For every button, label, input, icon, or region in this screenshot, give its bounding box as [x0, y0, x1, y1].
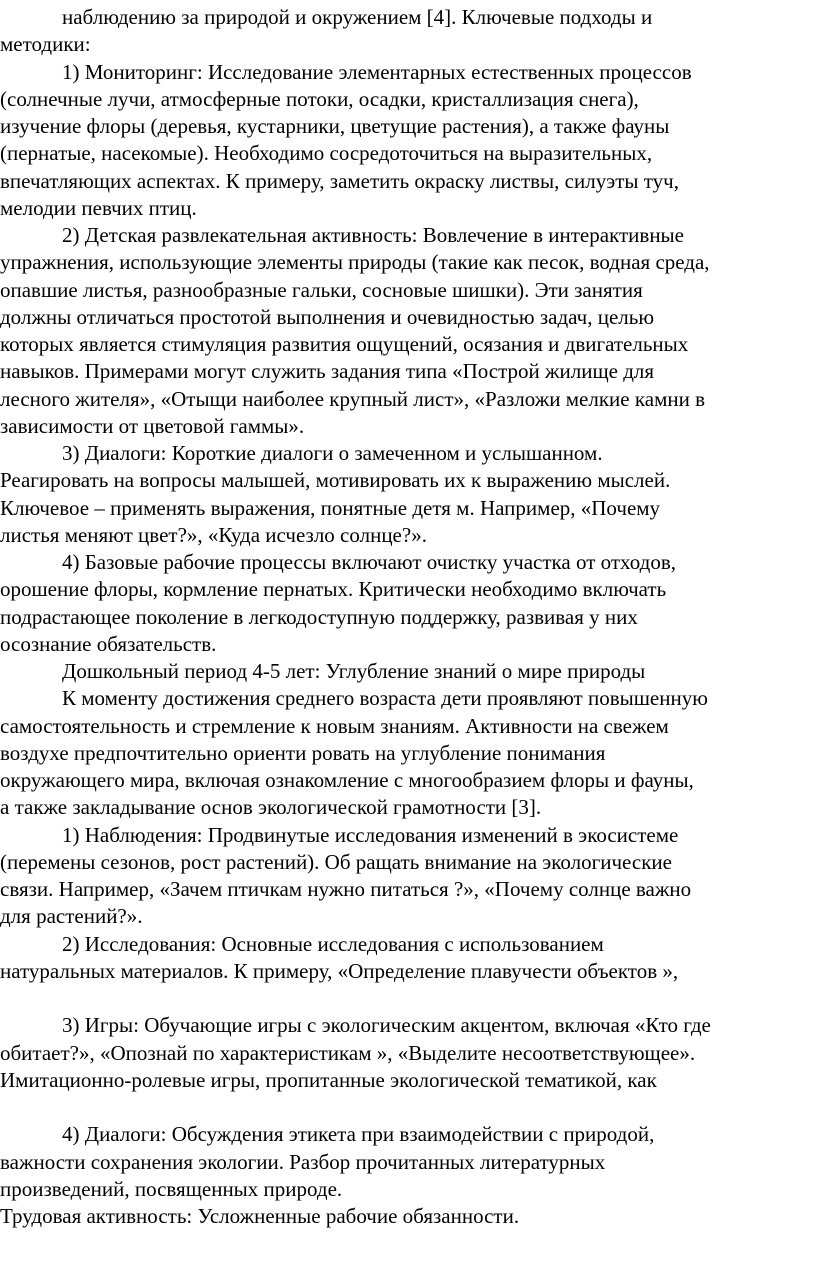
- text-line: [0, 59, 816, 86]
- indented-line-text: К моменту достижения среднего возраста дети проявляют повышенную: [62, 686, 708, 711]
- indented-line-text: 4) Диалоги: Обсуждения этикета при взаимодействии с природой,: [62, 1122, 655, 1147]
- indented-line-text: 3) Игры: Обучающие игры с экологическим акцентом, включая «Кто где: [62, 1013, 711, 1038]
- text-line: [0, 604, 816, 631]
- text-line: [0, 549, 816, 576]
- text-line: [0, 958, 816, 985]
- line-text: произведений, посвященных природе.: [0, 1176, 343, 1201]
- line-text: Реагировать на вопросы малышей, мотивировать их к выражению мыслей.: [0, 468, 671, 493]
- text-line: [0, 304, 816, 331]
- text-line: [0, 1149, 816, 1176]
- line-text: Трудовая активность: Усложненные рабочие обязанности.: [0, 1204, 520, 1228]
- indented-line-text: наблюдению за природой и окружением [4]. Ключевые подходы и: [62, 5, 653, 29]
- line-text: листья меняют цвет?», «Куда исчезло солнце?».: [0, 522, 427, 547]
- line-text: воздухе предпочтительно ориенти ровать на углубление понимания: [0, 740, 606, 765]
- text-line: [0, 794, 816, 821]
- line-text: впечатляющих аспектах. К примеру, заметить окраску листвы, силуэты туч,: [0, 168, 679, 193]
- text-line: [0, 331, 816, 358]
- text-line: [0, 277, 816, 304]
- indented-line-text: 1) Наблюдения: Продвинутые исследования изменений в экосистеме: [62, 822, 679, 847]
- text-line: [0, 1067, 816, 1094]
- line-text: (пернатые, насекомые). Необходимо сосредоточиться на выразительных,: [0, 141, 653, 166]
- line-text: Имитационно-ролевые игры, пропитанные экологической тематикой, как: [0, 1067, 657, 1092]
- indented-line-text: 2) Детская развлекательная активность: Вовлечение в интерактивные: [62, 223, 684, 247]
- text-line: [0, 876, 816, 903]
- text-line: [0, 440, 816, 467]
- line-text: окружающего мира, включая ознакомление с многообразием флоры и фауны,: [0, 768, 694, 792]
- line-text: (солнечные лучи, атмосферные потоки, осадки, кристаллизация снега),: [0, 86, 639, 111]
- text-line: [0, 31, 816, 58]
- indented-line-text: 4) Базовые рабочие процессы включают очистку участка от отходов,: [62, 550, 676, 574]
- line-text: мелодии певчих птиц.: [0, 195, 197, 220]
- line-text: связи. Например, «Зачем птичкам нужно питаться ?», «Почему солнце важно: [0, 877, 692, 901]
- text-line: [0, 1094, 816, 1121]
- line-text: натуральных материалов. К примеру, «Определение плавучести объектов »,: [0, 958, 679, 983]
- line-text: осознание обязательств.: [0, 631, 217, 656]
- line-text: для растений?».: [0, 904, 143, 929]
- text-line: [0, 740, 816, 767]
- text-line: [0, 413, 816, 440]
- line-text: самостоятельность и стремление к новым знаниям. Активности на свежем: [0, 713, 669, 738]
- text-line: [0, 631, 816, 658]
- text-line: [0, 4, 816, 31]
- line-text: которых является стимуляция развития ощущений, осязания и двигательных: [0, 332, 689, 356]
- text-line: [0, 386, 816, 413]
- text-line: [0, 522, 816, 549]
- line-text: методики:: [0, 32, 91, 57]
- text-line: [0, 767, 816, 794]
- line-text: обитает?», «Опознай по характеристикам », «Выделите несоответствующее».: [0, 1040, 696, 1065]
- line-text: навыков. Примерами могут служить задания типа «Построй жилище для: [0, 359, 655, 384]
- text-line: [0, 1040, 816, 1067]
- line-text: изучение флоры (деревья, кустарники, цветущие растения), а также фауны: [0, 114, 670, 138]
- line-text: должны отличаться простотой выполнения и очевидностью задач, целью: [0, 304, 655, 329]
- text-line: [0, 931, 816, 958]
- text-line: [0, 495, 816, 522]
- text-line: [0, 467, 816, 494]
- text-line: [0, 822, 816, 849]
- line-text: опавшие листья, разнообразные гальки, сосновые шишки). Эти занятия: [0, 277, 643, 302]
- line-text: важности сохранения экологии. Разбор прочитанных литературных: [0, 1149, 606, 1174]
- line-text: упражнения, использующие элементы природы (такие как песок, водная среда,: [0, 250, 710, 275]
- line-text: орошение флоры, кормление пернатых. Критически необходимо включать: [0, 577, 667, 602]
- text-line: [0, 713, 816, 740]
- line-text: подрастающее поколение в легкодоступную поддержку, развивая у них: [0, 604, 638, 629]
- line-text: зависимости от цветовой гаммы».: [0, 413, 305, 438]
- line-text: Ключевое – применять выражения, понятные детя м. Например, «Почему: [0, 495, 661, 520]
- text-line: [0, 1121, 816, 1148]
- text-line: [0, 168, 816, 195]
- text-line: [0, 222, 816, 249]
- indented-line-text: 2) Исследования: Основные исследования с использованием: [62, 931, 604, 956]
- text-line: [0, 86, 816, 113]
- line-text: лесного жителя», «Отыщи наиболее крупный лист», «Разложи мелкие камни в: [0, 386, 705, 411]
- text-line: [0, 985, 816, 1012]
- line-text: (перемены сезонов, рост растений). Об ращать внимание на экологические: [0, 849, 672, 874]
- text-line: [0, 249, 816, 276]
- text-line: [0, 195, 816, 222]
- text-line: [0, 113, 816, 140]
- text-line: [0, 685, 816, 712]
- text-line: [0, 1176, 816, 1203]
- indented-line-text: 3) Диалоги: Короткие диалоги о замеченном и услышанном.: [62, 441, 603, 465]
- text-line: [0, 658, 816, 685]
- text-line: [0, 576, 816, 603]
- line-text: а также закладывание основ экологической грамотности [3].: [0, 795, 542, 820]
- indented-line-text: Дошкольный период 4-5 лет: Углубление знаний о мире природы: [62, 659, 646, 683]
- text-line: [0, 1203, 816, 1230]
- text-line: [0, 358, 816, 385]
- text-line: [0, 140, 816, 167]
- text-line: [0, 1012, 816, 1039]
- indented-line-text: 1) Мониторинг: Исследование элементарных естественных процессов: [62, 59, 692, 84]
- text-line: [0, 903, 816, 930]
- text-line: [0, 849, 816, 876]
